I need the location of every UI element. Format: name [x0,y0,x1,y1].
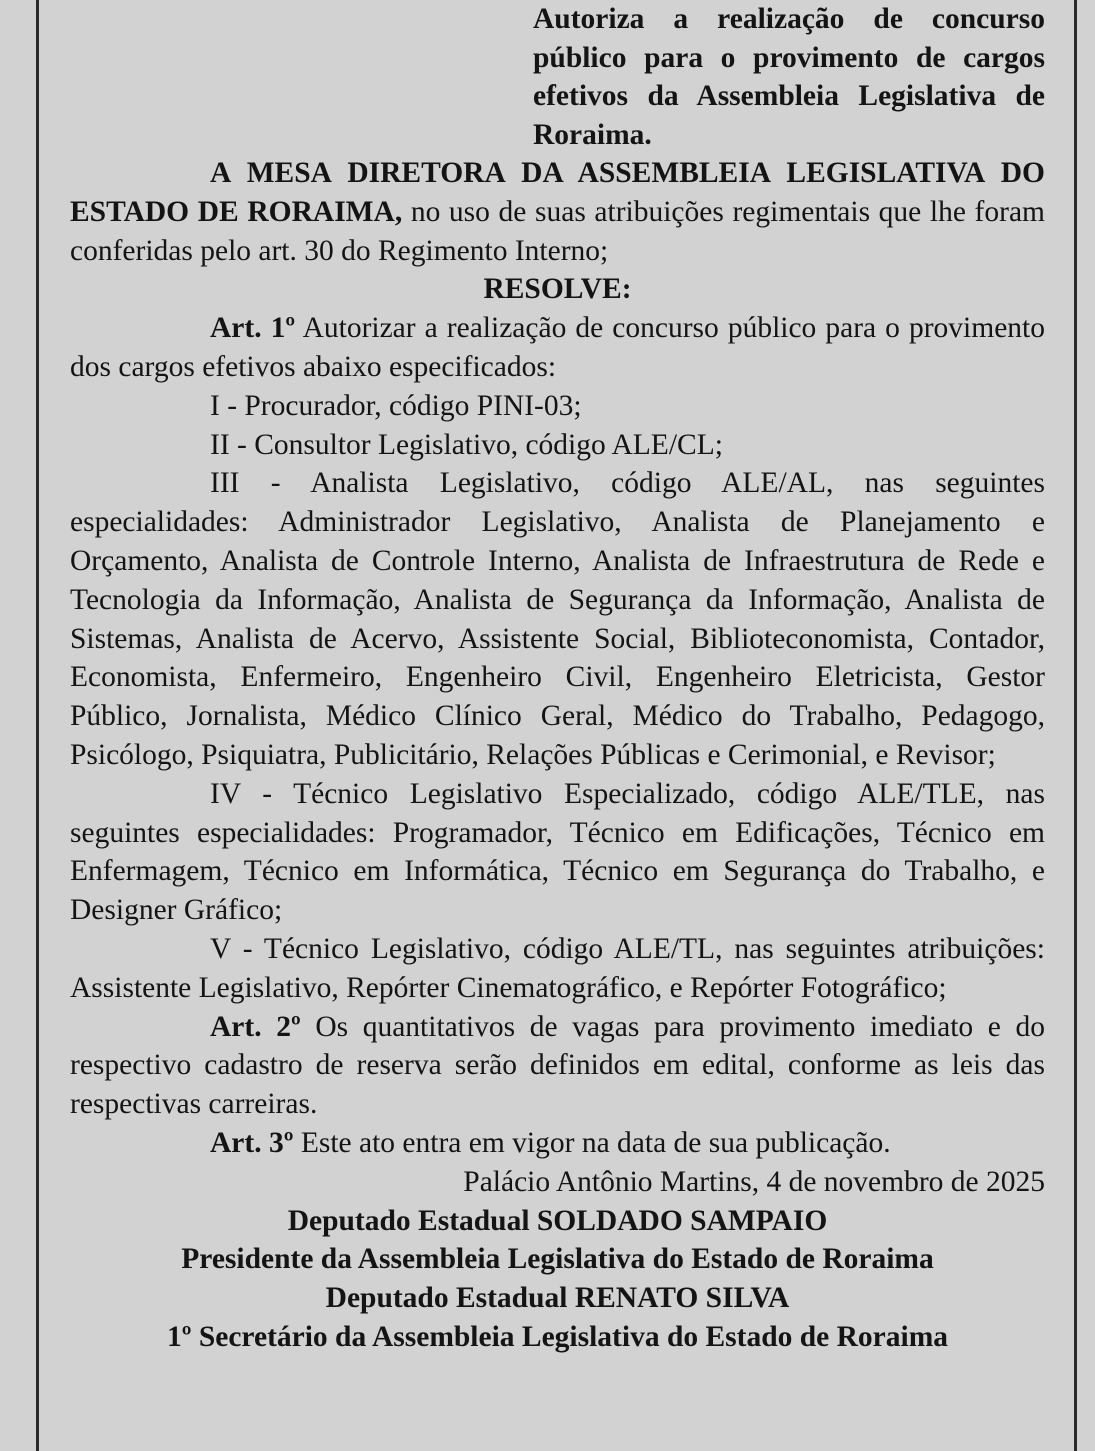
signatory-1-name: Deputado Estadual SOLDADO SAMPAIO [287,1204,828,1237]
item-ii: II - Consultor Legislativo, código ALE/CL; [210,428,723,461]
ementa: Autoriza a realização de concurso público para o provimento de cargos efetivos da Assembleia Legislativa de Roraima. [533,3,1045,151]
signatory-1-title: Presidente da Assembleia Legislativa do Estado de Roraima [181,1243,934,1276]
article-3-label: Art. 3º [210,1126,294,1159]
article-1-label: Art. 1º [210,312,296,345]
article-3-text: Este ato entra em vigor na data de sua publicação. [293,1126,891,1159]
article-3 [70,1124,1045,1163]
place-date: Palácio Antônio Martins, 4 de novembro de 2025 [463,1165,1045,1198]
signatory-2-name: Deputado Estadual RENATO SILVA [325,1282,790,1315]
article-2-text: Os quantitativos de vagas para provimento imediato e do respectivo cadastro de reserva serão definidos em edital, conforme as leis das respectivas carreiras. [70,1010,1045,1121]
item-v: V - Técnico Legislativo, código ALE/TL, nas seguintes atribuições: Assistente Legislativo, Repórter Cinematográfico, e Repórter Fotográfico; [70,932,1045,1004]
preamble-text: no uso de suas atribuições regimentais que lhe foram conferidas pelo art. 30 do Regimento Interno; [70,195,1045,267]
right-border-line [1074,0,1077,1451]
article-2-label: Art. 2º [210,1010,301,1043]
left-border-line [36,0,39,1451]
item-i: I - Procurador, código PINI-03; [210,389,582,422]
article-2 [70,1008,1045,1124]
signatory-2-title: 1º Secretário da Assembleia Legislativa do Estado de Roraima [166,1320,949,1353]
preamble-authority: A MESA DIRETORA DA ASSEMBLEIA LEGISLATIVA DO ESTADO DE RORAIMA, [70,157,1045,228]
item-iv: IV - Técnico Legislativo Especializado, código ALE/TLE, nas seguintes especialidades: Programador, Técnico em Edificações, Técnico em Enfermagem, Técnico em Informática, Técnico em Segurança do Trabalho, e Designer Gráfico; [70,777,1045,927]
item-iii: III - Analista Legislativo, código ALE/AL, nas seguintes especialidades: Administrador Legislativo, Analista de Planejamento e Orçamento, Analista de Controle Interno, Analista de Infraestrutura de Rede e Tecnologia da Informação, Analista de Segurança da Informação, Analista de Sistemas, Analista de Acervo, Assistente Social, Biblioteconomista, Contador, Economista, Enfermeiro, Engenheiro Civil, Engenheiro Eletricista, Gestor Público, Jornalista, Médico Clínico Geral, Médico do Trabalho, Pedagogo, Psicólogo, Psiquiatra, Publicitário, Relações Públicas e Cerimonial, e Revisor; [70,467,1045,771]
resolution-text [70,0,1045,1357]
preamble [70,154,1045,270]
article-1-text: Autorizar a realização de concurso público para o provimento dos cargos efetivos abaixo especificados: [70,312,1045,383]
article-1 [70,309,1045,387]
resolve-heading: RESOLVE: [483,273,632,306]
